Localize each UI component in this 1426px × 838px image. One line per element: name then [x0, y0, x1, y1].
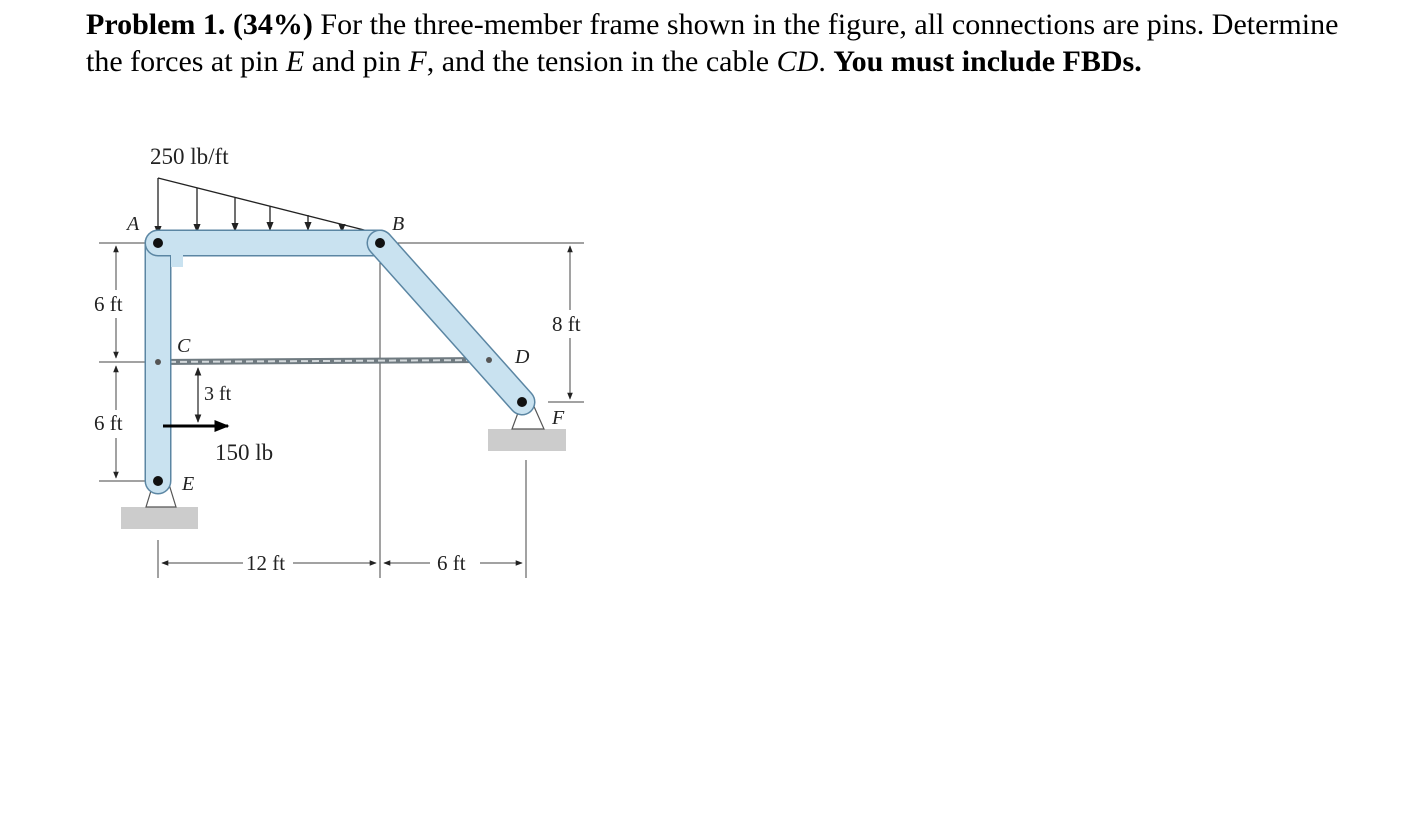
pin-a	[153, 238, 163, 248]
cable-cd	[158, 360, 489, 362]
problem-heading: Problem 1.	[86, 8, 226, 41]
pin-b	[375, 238, 385, 248]
member-bf	[380, 243, 522, 402]
corner-fill	[171, 255, 183, 267]
problem-text-3: , and the tension in the cable	[426, 45, 770, 78]
dim-load-offset: 3 ft	[204, 383, 232, 405]
point-e-label: E	[182, 473, 195, 495]
point-c-label: C	[177, 335, 191, 357]
problem-text-2: and pin	[311, 45, 401, 78]
fbd-instruction: You must include FBDs.	[833, 45, 1142, 78]
dim-left-lower: 6 ft	[94, 411, 123, 435]
pin-e-ref: E	[285, 45, 305, 78]
pin-f-ref: F	[408, 45, 427, 78]
problem-text-1: For the three-member frame shown in the figure, all connections are pins. Determine the forces at pin	[86, 8, 1339, 78]
problem-text-4: .	[818, 45, 826, 78]
load-intensity-label: 250 lb/ft	[150, 144, 229, 169]
cable-ref: CD	[776, 45, 819, 78]
dim-bottom-left: 12 ft	[246, 551, 286, 575]
point-b-label: B	[392, 213, 405, 235]
pin-e	[153, 476, 163, 486]
problem-weight: (34%)	[232, 8, 313, 41]
point-d-label: D	[515, 346, 530, 368]
distributed-load	[158, 178, 380, 234]
dim-bottom-right: 6 ft	[437, 551, 466, 575]
point-a-label: A	[127, 213, 140, 235]
dim-right-height: 8 ft	[552, 312, 581, 336]
dim-left-upper: 6 ft	[94, 292, 123, 316]
point-f-label: F	[552, 407, 565, 429]
force-label: 150 lb	[215, 440, 274, 465]
pin-f	[517, 397, 527, 407]
pin-c	[155, 359, 161, 365]
pin-d	[486, 357, 492, 363]
